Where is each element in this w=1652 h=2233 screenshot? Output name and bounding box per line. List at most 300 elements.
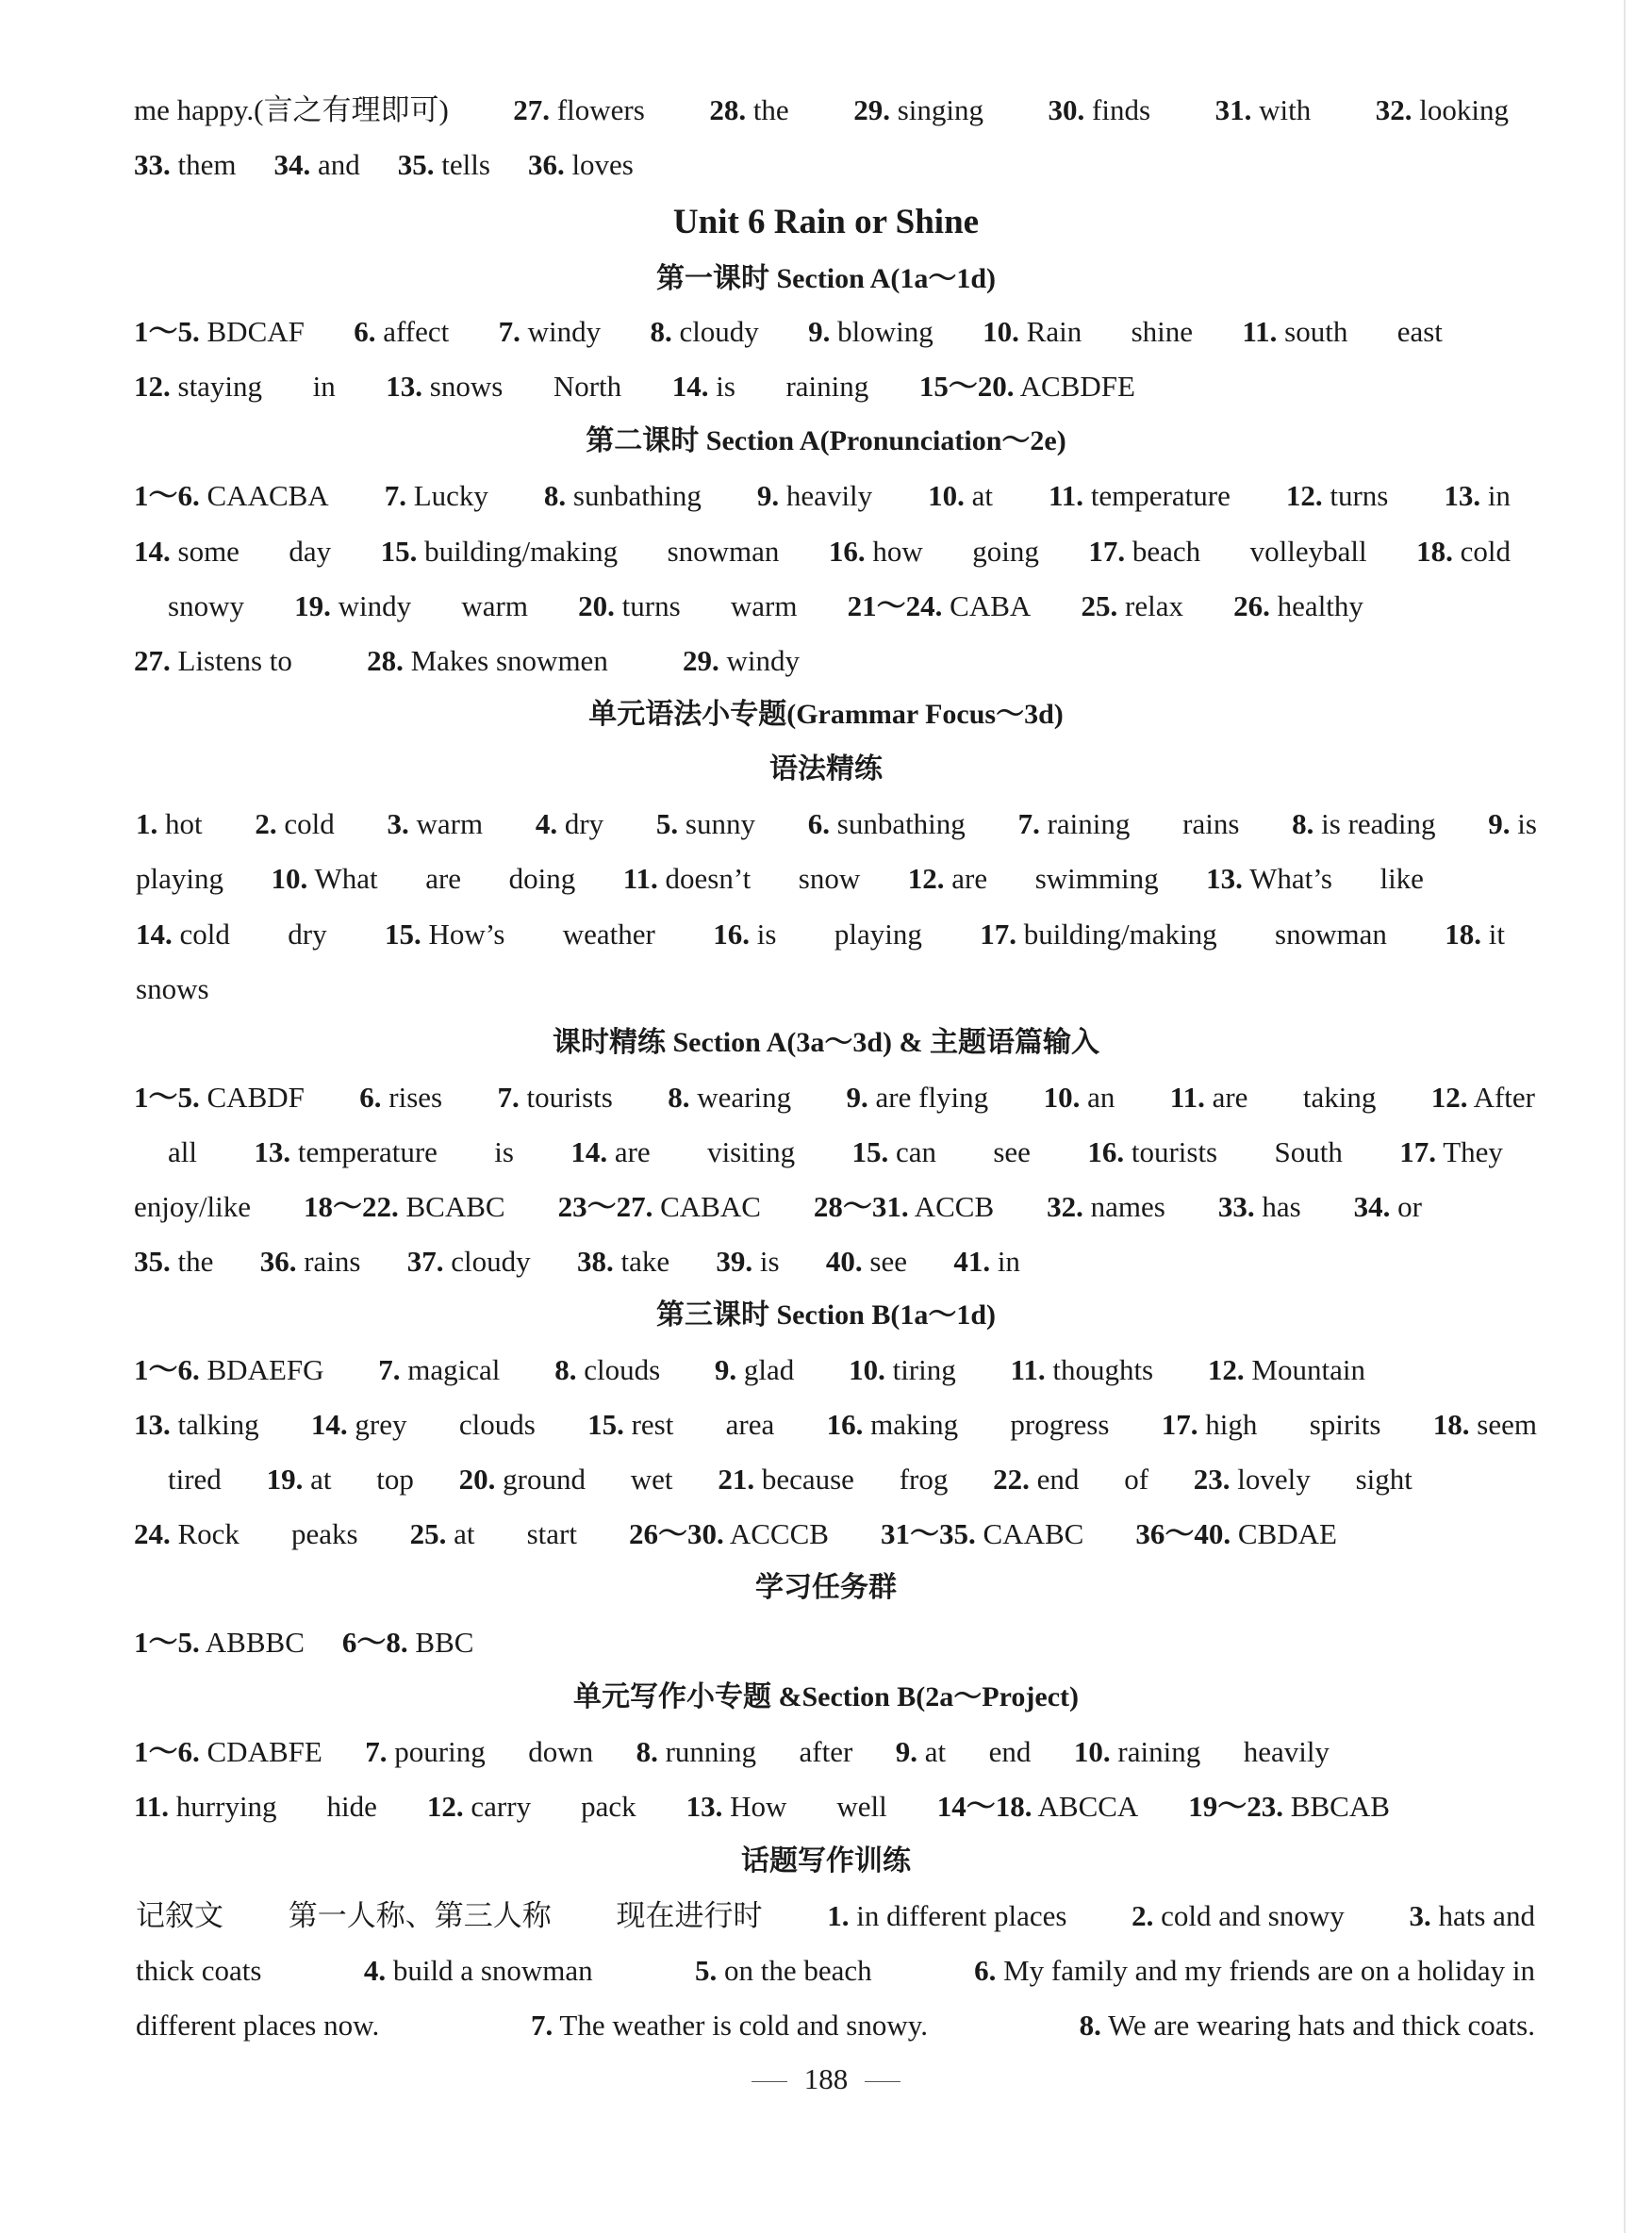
page-number [0,2053,1652,2106]
answer-item [376,1452,414,1507]
answer-text: Lucky [413,479,488,512]
answer-item [398,138,490,192]
question-number: 5. [695,1954,718,1987]
answer-item [385,469,488,523]
question-number: 35. [397,148,435,181]
answer-line [0,1725,1652,1779]
answer-text: with [1259,93,1312,126]
question-number: 16. [828,535,866,568]
question-number: 6. [807,807,830,840]
question-number: 12. [426,1790,464,1823]
answer-line [0,359,1652,414]
section-heading: 课时精练 Section A(3a～3d) & 主题语篇输入 [553,1027,1099,1058]
answer-item [578,579,681,634]
answer-text: raining [1117,1735,1201,1768]
answer-item [1035,852,1159,906]
answer-text: heavily [785,479,873,512]
answer-item [919,359,1135,414]
answer-item [313,359,336,414]
line-content [134,1234,1020,1289]
question-number: 14. [310,1408,348,1441]
answer-text: 记叙文 [136,1899,223,1932]
answer-item [136,962,209,1017]
dash-left [752,2081,787,2082]
answer-item [1074,1725,1200,1779]
question-number: 9. [846,1081,868,1114]
section-heading: 单元语法小专题(Grammar Focus～3d) [588,699,1064,730]
question-number: 7. [498,315,520,348]
question-number: 36～40. [1135,1517,1231,1550]
answer-text: in [997,1245,1020,1278]
answer-text: talking [177,1408,259,1441]
answer-line [0,1234,1652,1289]
answer-item [716,1234,779,1289]
answer-text: because [761,1463,854,1496]
answer-item [1218,1180,1301,1234]
answer-text: cloudy [679,315,759,348]
question-number: 23. [1193,1463,1231,1496]
answer-text: start [526,1517,577,1550]
answer-item [427,1779,531,1834]
question-number: 17. [1088,535,1126,568]
answer-item [623,852,752,906]
answer-item [581,1779,636,1834]
answer-text: ABCCA [1037,1790,1139,1823]
answer-item [1206,852,1332,906]
answer-item [1303,1070,1377,1125]
answer-text: an [1087,1081,1115,1114]
answer-item [459,1452,586,1507]
line-content [134,524,1511,579]
answer-text: grey [355,1408,407,1441]
question-number: 31. [1214,93,1252,126]
answer-item [974,1944,1535,1998]
answer-text: top [376,1463,414,1496]
answer-text: hot [165,807,203,840]
answer-item [1011,1343,1154,1398]
answer-text: BBC [415,1626,474,1659]
section-heading: 第一课时 Section A(1a～1d) [656,263,996,294]
answer-item [827,1398,959,1452]
question-number: 34. [273,148,311,181]
answer-line [0,1507,1652,1562]
answer-item [834,907,922,962]
question-number: 31～35. [881,1517,976,1550]
answer-text: ground [503,1463,586,1496]
answer-item [134,1779,277,1834]
answer-item [364,1944,593,1998]
answer-item [683,634,800,688]
line-content [136,797,1537,852]
answer-text: progress [1010,1408,1110,1441]
answer-line [0,1779,1652,1834]
answer-item [1356,1452,1412,1507]
line-content [136,962,247,1017]
answer-line [0,1180,1652,1234]
question-number: 29. [853,93,890,126]
answer-text: sunbathing [572,479,702,512]
answer-item [381,524,618,579]
question-number: 1～5. [134,1081,200,1114]
answer-item [544,469,702,523]
answer-text: windy [527,315,602,348]
answer-text: BDAEFG [206,1353,324,1386]
line-content [134,1180,1422,1234]
question-number: 10. [983,315,1019,348]
answer-text: rises [388,1081,443,1114]
question-number: 11. [1010,1353,1046,1386]
answer-text: me happy.(言之有理即可) [134,93,449,126]
answer-text: CABA [950,589,1032,622]
answer-item [1444,469,1511,523]
question-number: 38. [576,1245,614,1278]
answer-item [1433,1398,1537,1452]
answer-text: beach [1132,535,1201,568]
answer-item [134,359,262,414]
answer-text: is reading [1321,807,1436,840]
line-content [134,1615,511,1670]
answer-item [563,907,655,962]
answer-item [1124,1452,1148,1507]
answer-line [0,1944,1652,1998]
question-number: 7. [384,479,406,512]
section-heading: 话题写作训练 [741,1845,911,1877]
answer-text: are [1212,1081,1248,1114]
answer-item [136,1998,379,2053]
line-content [134,634,800,688]
answer-text: doing [508,862,576,895]
answer-line [0,1398,1652,1452]
answer-text: tourists [1131,1135,1218,1168]
answer-text: What [314,862,378,895]
answer-item [1194,1452,1311,1507]
question-number: 6. [359,1081,382,1114]
answer-text: We are wearing hats and thick coats. [1108,2009,1535,2042]
question-number: 41. [953,1245,991,1278]
answer-item [531,1998,928,2053]
answer-item [274,138,360,192]
line-content [134,1398,1537,1452]
answer-text: thoughts [1052,1353,1154,1386]
answer-text: temperature [297,1135,438,1168]
answer-item [726,1398,775,1452]
question-number: 3. [1409,1899,1431,1932]
answer-line [0,1343,1652,1398]
answer-text: south [1284,315,1348,348]
answer-text: take [620,1245,670,1278]
line-content [136,907,1505,962]
question-number: 14～18. [936,1790,1032,1823]
answer-item [554,1343,660,1398]
question-number: 19. [266,1463,304,1496]
question-number: 1～5. [134,1626,200,1659]
question-number: 25. [1081,589,1118,622]
answer-text: BBCAB [1290,1790,1390,1823]
answer-item [570,1125,650,1180]
answer-text: well [836,1790,887,1823]
answer-item [757,469,872,523]
answer-item [378,1343,500,1398]
question-number: 11. [1242,315,1278,348]
answer-item [686,1779,787,1834]
answer-item [1132,1889,1345,1944]
answer-text: 现在进行时 [616,1899,763,1932]
answer-item [134,1070,305,1125]
answer-item [1250,524,1367,579]
answer-text: CBDAE [1237,1517,1337,1550]
answer-text: the [752,93,789,126]
answer-text: lovely [1237,1463,1311,1496]
line-content [134,1070,1535,1125]
answer-item [272,852,378,906]
answer-item [650,305,758,359]
answer-text: ACCCB [729,1517,829,1550]
answer-text: clouds [458,1408,536,1441]
line-content [168,1452,1412,1507]
answer-item [388,797,484,852]
answer-item [494,1125,514,1180]
answer-text: snowman [667,535,780,568]
question-number: 9. [714,1353,737,1386]
answer-text: hide [326,1790,377,1823]
answer-item [513,83,644,138]
question-number: 13. [134,1408,171,1441]
answer-item [616,1889,762,1944]
question-number: 25. [409,1517,447,1550]
answer-item [656,797,755,852]
answer-line [0,797,1652,852]
answer-text: at [971,479,994,512]
answer-text: windy [338,589,412,622]
line-content [134,305,1443,359]
answer-item [993,1125,1031,1180]
question-number: 1. [136,807,158,840]
answer-text: BDCAF [206,315,305,348]
question-number: 14. [570,1135,608,1168]
answer-text: in [312,370,336,403]
answer-text: are [951,862,988,895]
answer-item [136,852,223,906]
answer-item [826,1234,907,1289]
answer-text: snowy [168,589,244,622]
answer-item [1244,1725,1330,1779]
answer-item [1397,305,1443,359]
answer-item [553,359,621,414]
answer-text: can [895,1135,936,1168]
answer-text: warm [730,589,798,622]
answer-item [342,1615,474,1670]
answer-item [294,579,411,634]
answer-item [1049,83,1151,138]
answer-item [134,83,449,138]
answer-text: are [425,862,462,895]
answer-text: are [614,1135,651,1168]
question-number: 10. [928,479,965,512]
answer-item [354,305,449,359]
answer-item [385,907,504,962]
answer-item [1018,797,1131,852]
answer-item [498,1070,613,1125]
answer-text: shine [1131,315,1194,348]
question-number: 7. [1017,807,1040,840]
question-number: 9. [756,479,780,512]
question-number: 9. [1488,807,1511,840]
line-content [136,1944,1535,1998]
question-number: 7. [365,1735,388,1768]
answer-item [1445,907,1505,962]
answer-item [254,1125,438,1180]
question-number: 21. [718,1463,755,1496]
answer-text: see [869,1245,907,1278]
answer-text: CAABC [983,1517,1084,1550]
answer-line [0,305,1652,359]
answer-item [386,359,503,414]
answer-item [304,1180,505,1234]
answer-text: rains [1182,807,1240,840]
answer-item [847,1070,989,1125]
answer-item [785,359,868,414]
answer-text: relax [1125,589,1183,622]
question-number: 1～6. [134,479,200,512]
question-number: 4. [535,807,558,840]
answer-item [134,1234,213,1289]
answer-item [1080,1998,1535,2053]
line-content [136,1998,1535,2053]
answer-text: sunny [685,807,755,840]
question-number: 12. [1430,1081,1468,1114]
answer-text: is [759,1245,780,1278]
answer-item [851,1125,936,1180]
answer-text: ACBDFE [1019,370,1135,403]
line-content [136,1889,1535,1944]
answer-text: How’s [428,918,505,951]
answer-text: all [168,1135,197,1168]
answer-text: singing [897,93,984,126]
answer-text: hats and [1438,1899,1535,1932]
question-number: 8. [668,1081,690,1114]
question-number: 16. [713,918,751,951]
answer-text: some [177,535,240,568]
question-number: 18. [1445,918,1481,951]
answer-text: After [1473,1081,1535,1114]
question-number: 8. [1292,807,1314,840]
answer-item [267,1452,332,1507]
answer-text: CDABFE [206,1735,322,1768]
answer-item [953,1234,1020,1289]
question-number: 6～8. [341,1626,408,1659]
answer-text: has [1262,1190,1301,1223]
question-number: 22. [993,1463,1030,1496]
answer-item [134,469,329,523]
question-number: 8. [636,1735,658,1768]
answer-item [134,305,305,359]
answer-text: building/making [424,535,619,568]
question-number: 13. [254,1135,291,1168]
answer-item [1376,83,1509,138]
page-number-value: 188 [803,2062,849,2095]
answer-text: cloudy [451,1245,531,1278]
answer-text: How [730,1790,787,1823]
question-number: 30. [1048,93,1085,126]
question-number: 1～6. [134,1353,200,1386]
answer-item [707,1125,795,1180]
answer-item [359,1070,442,1125]
question-number: 12. [1285,479,1323,512]
answer-text: is [1517,807,1537,840]
answer-text: is [716,370,735,403]
question-number: 14. [136,918,173,951]
answer-item [836,1779,886,1834]
question-number: 7. [378,1353,401,1386]
line-content [134,1725,1330,1779]
answer-text: area [725,1408,775,1441]
question-number: 13. [1206,862,1243,895]
answer-item [848,579,1032,634]
question-number: 3. [387,807,409,840]
answer-text: running [665,1735,757,1768]
answer-text: and [318,148,360,181]
section-heading: 语法精练 [769,753,883,785]
question-number: 15～20. [918,370,1015,403]
answer-text: carry [471,1790,532,1823]
answer-text: cold [179,918,230,951]
answer-item [577,1234,669,1289]
answer-text: raining [1047,807,1131,840]
answer-item [134,1615,305,1670]
answer-text: BCABC [405,1190,505,1223]
answer-text: turns [1330,479,1389,512]
answer-text: sight [1355,1463,1412,1496]
question-number: 12. [907,862,945,895]
answer-line [0,1998,1652,2053]
answer-item [168,1125,197,1180]
question-number: 16. [826,1408,864,1441]
answer-item [808,305,933,359]
answer-text: pouring [394,1735,486,1768]
answer-text: 第一人称、第三人称 [288,1899,552,1932]
answer-text: like [1379,862,1424,895]
answer-text: names [1090,1190,1165,1223]
answer-item [1488,797,1537,852]
answer-item [365,1725,485,1779]
question-number: 12. [1207,1353,1245,1386]
answer-item [695,1944,872,1998]
answer-text: at [454,1517,475,1550]
answer-text: tells [441,148,490,181]
answer-text: how [872,535,923,568]
answer-text: down [528,1735,594,1768]
answer-text: clouds [584,1353,661,1386]
answer-item [527,1507,577,1562]
answer-item [983,305,1082,359]
answer-item [937,1779,1139,1834]
answer-text: South [1274,1135,1343,1168]
question-number: 32. [1047,1190,1083,1223]
answer-text: dry [564,807,604,840]
question-number: 28～31. [813,1190,909,1223]
answer-text: playing [136,862,223,895]
question-number: 15. [587,1408,624,1441]
answer-item [558,1180,761,1234]
answer-text: east [1396,315,1443,348]
answer-text: seem [1477,1408,1537,1441]
answer-item [461,579,528,634]
answer-line [0,1452,1652,1507]
answer-item [814,1180,994,1234]
answer-text: flowers [556,93,645,126]
answer-line [0,1125,1652,1180]
answer-item [134,1180,251,1234]
